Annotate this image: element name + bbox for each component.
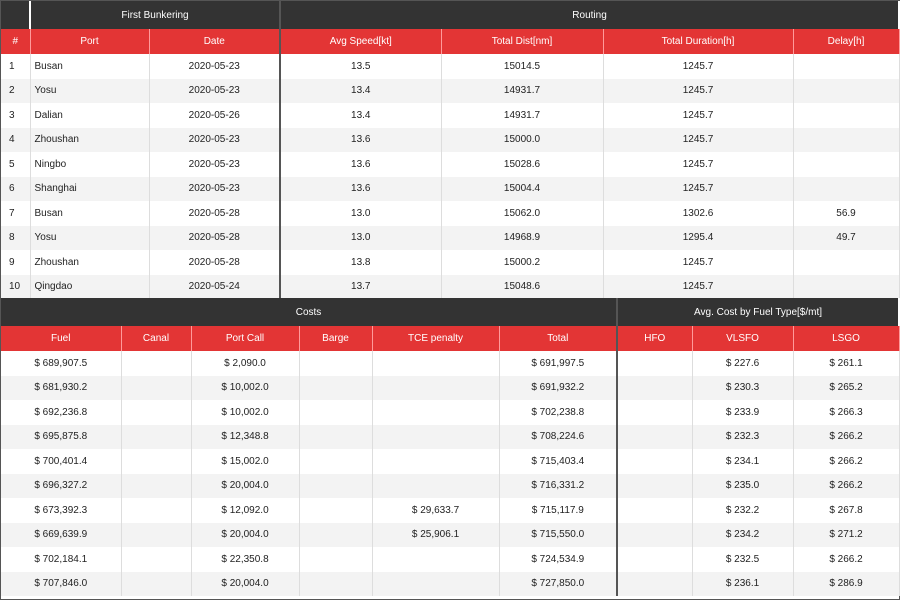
costs-table bbox=[1, 298, 900, 596]
cell-canal bbox=[121, 400, 191, 425]
cell-date: 2020-05-24 bbox=[149, 275, 280, 300]
cell-total-duration: 1245.7 bbox=[603, 152, 793, 177]
column-header-total-dist: Total Dist[nm] bbox=[441, 29, 603, 54]
cell-fuel: $ 695,875.8 bbox=[1, 425, 121, 450]
cell-barge bbox=[299, 400, 372, 425]
cell-total-dist: 14931.7 bbox=[441, 79, 603, 104]
cell-fuel: $ 689,907.5 bbox=[1, 351, 121, 376]
table-row bbox=[1, 201, 899, 226]
cell-lsgo: $ 266.2 bbox=[793, 547, 899, 572]
cell-lsgo: $ 286.9 bbox=[793, 572, 899, 597]
group-header-first-bunkering: First Bunkering bbox=[30, 1, 280, 29]
table-row bbox=[1, 523, 899, 548]
cell-total-duration: 1245.7 bbox=[603, 54, 793, 79]
table-row bbox=[1, 177, 899, 202]
cell-hfo bbox=[617, 572, 692, 597]
cell-fuel: $ 673,392.3 bbox=[1, 498, 121, 523]
column-header-total: Total bbox=[499, 326, 617, 351]
cell-barge bbox=[299, 376, 372, 401]
cell-fuel: $ 707,846.0 bbox=[1, 572, 121, 597]
cell-hfo bbox=[617, 474, 692, 499]
table-row bbox=[1, 351, 899, 376]
cell-barge bbox=[299, 498, 372, 523]
cell-canal bbox=[121, 498, 191, 523]
cell-date: 2020-05-23 bbox=[149, 152, 280, 177]
cell-date: 2020-05-28 bbox=[149, 201, 280, 226]
cell-avg-speed: 13.8 bbox=[280, 250, 441, 275]
cell-hfo bbox=[617, 376, 692, 401]
column-header-avg-speed: Avg Speed[kt] bbox=[280, 29, 441, 54]
cell-total: $ 715,117.9 bbox=[499, 498, 617, 523]
cell-port-call: $ 12,348.8 bbox=[191, 425, 299, 450]
cell-lsgo: $ 266.3 bbox=[793, 400, 899, 425]
cell-total-dist: 14968.9 bbox=[441, 226, 603, 251]
cell-port: Zhoushan bbox=[30, 128, 149, 153]
cell-total: $ 691,997.5 bbox=[499, 351, 617, 376]
cell-canal bbox=[121, 425, 191, 450]
cell-vlsfo: $ 236.1 bbox=[692, 572, 793, 597]
cell-date: 2020-05-23 bbox=[149, 54, 280, 79]
table-row bbox=[1, 54, 899, 79]
cell-hfo bbox=[617, 449, 692, 474]
cell-canal bbox=[121, 474, 191, 499]
cell-port-call: $ 15,002.0 bbox=[191, 449, 299, 474]
cell-port: Qingdao bbox=[30, 275, 149, 300]
cell-total-duration: 1245.7 bbox=[603, 79, 793, 104]
cell-tce-penalty bbox=[372, 376, 499, 401]
cell-avg-speed: 13.4 bbox=[280, 103, 441, 128]
cell-port: Ningbo bbox=[30, 152, 149, 177]
table-row bbox=[1, 250, 899, 275]
cell-avg-speed: 13.0 bbox=[280, 201, 441, 226]
column-header-fuel: Fuel bbox=[1, 326, 121, 351]
cell-vlsfo: $ 232.2 bbox=[692, 498, 793, 523]
cell-port: Busan bbox=[30, 54, 149, 79]
cell-lsgo: $ 265.2 bbox=[793, 376, 899, 401]
cell-lsgo: $ 266.2 bbox=[793, 449, 899, 474]
column-header-delay: Delay[h] bbox=[793, 29, 899, 54]
group-header-avg-cost: Avg. Cost by Fuel Type[$/mt] bbox=[617, 298, 899, 326]
cell-num: 4 bbox=[1, 128, 30, 153]
cell-hfo bbox=[617, 425, 692, 450]
table-row bbox=[1, 226, 899, 251]
cell-delay bbox=[793, 128, 899, 153]
cell-fuel: $ 681,930.2 bbox=[1, 376, 121, 401]
cell-port: Busan bbox=[30, 201, 149, 226]
cell-hfo bbox=[617, 547, 692, 572]
cell-delay: 56.9 bbox=[793, 201, 899, 226]
cell-num: 6 bbox=[1, 177, 30, 202]
cell-total-dist: 15048.6 bbox=[441, 275, 603, 300]
cell-port: Shanghai bbox=[30, 177, 149, 202]
table-row bbox=[1, 498, 899, 523]
cell-canal bbox=[121, 376, 191, 401]
cell-delay: 49.7 bbox=[793, 226, 899, 251]
cell-tce-penalty bbox=[372, 425, 499, 450]
cell-vlsfo: $ 230.3 bbox=[692, 376, 793, 401]
cell-total-duration: 1295.4 bbox=[603, 226, 793, 251]
group-header-costs: Costs bbox=[1, 298, 617, 326]
cell-total: $ 727,850.0 bbox=[499, 572, 617, 597]
cell-hfo bbox=[617, 498, 692, 523]
cell-total: $ 716,331.2 bbox=[499, 474, 617, 499]
column-header-port-call: Port Call bbox=[191, 326, 299, 351]
cell-total-dist: 15000.2 bbox=[441, 250, 603, 275]
cell-tce-penalty bbox=[372, 474, 499, 499]
cell-date: 2020-05-28 bbox=[149, 250, 280, 275]
cell-port-call: $ 12,092.0 bbox=[191, 498, 299, 523]
column-header-total-duration: Total Duration[h] bbox=[603, 29, 793, 54]
cell-vlsfo: $ 234.2 bbox=[692, 523, 793, 548]
cell-date: 2020-05-26 bbox=[149, 103, 280, 128]
cell-barge bbox=[299, 523, 372, 548]
cell-canal bbox=[121, 449, 191, 474]
cell-avg-speed: 13.7 bbox=[280, 275, 441, 300]
table-row bbox=[1, 572, 899, 597]
cell-total: $ 715,403.4 bbox=[499, 449, 617, 474]
cell-delay bbox=[793, 275, 899, 300]
cell-num: 2 bbox=[1, 79, 30, 104]
table-row bbox=[1, 275, 899, 300]
group-header-routing: Routing bbox=[280, 1, 899, 29]
cell-avg-speed: 13.6 bbox=[280, 128, 441, 153]
cell-total-dist: 15062.0 bbox=[441, 201, 603, 226]
cell-hfo bbox=[617, 400, 692, 425]
column-header-port: Port bbox=[30, 29, 149, 54]
table-row bbox=[1, 425, 899, 450]
cell-avg-speed: 13.6 bbox=[280, 152, 441, 177]
table-row bbox=[1, 400, 899, 425]
cell-total-dist: 15004.4 bbox=[441, 177, 603, 202]
cell-avg-speed: 13.4 bbox=[280, 79, 441, 104]
cell-total: $ 715,550.0 bbox=[499, 523, 617, 548]
cell-port-call: $ 20,004.0 bbox=[191, 474, 299, 499]
cell-date: 2020-05-23 bbox=[149, 177, 280, 202]
cell-total-dist: 15028.6 bbox=[441, 152, 603, 177]
column-header-canal: Canal bbox=[121, 326, 191, 351]
cell-canal bbox=[121, 572, 191, 597]
cell-port: Yosu bbox=[30, 79, 149, 104]
cell-total-duration: 1245.7 bbox=[603, 103, 793, 128]
cell-port-call: $ 10,002.0 bbox=[191, 376, 299, 401]
cell-num: 9 bbox=[1, 250, 30, 275]
cell-port-call: $ 20,004.0 bbox=[191, 572, 299, 597]
cell-port-call: $ 10,002.0 bbox=[191, 400, 299, 425]
cell-lsgo: $ 266.2 bbox=[793, 425, 899, 450]
cell-hfo bbox=[617, 351, 692, 376]
table-row bbox=[1, 449, 899, 474]
cell-fuel: $ 702,184.1 bbox=[1, 547, 121, 572]
cell-port: Dalian bbox=[30, 103, 149, 128]
cell-total: $ 724,534.9 bbox=[499, 547, 617, 572]
cell-num: 8 bbox=[1, 226, 30, 251]
cell-barge bbox=[299, 449, 372, 474]
cell-port: Yosu bbox=[30, 226, 149, 251]
cell-tce-penalty bbox=[372, 572, 499, 597]
cell-vlsfo: $ 233.9 bbox=[692, 400, 793, 425]
cell-avg-speed: 13.0 bbox=[280, 226, 441, 251]
cell-total-duration: 1245.7 bbox=[603, 177, 793, 202]
cell-delay bbox=[793, 54, 899, 79]
cell-lsgo: $ 267.8 bbox=[793, 498, 899, 523]
cell-delay bbox=[793, 250, 899, 275]
cell-tce-penalty bbox=[372, 449, 499, 474]
cell-lsgo: $ 271.2 bbox=[793, 523, 899, 548]
cell-total: $ 708,224.6 bbox=[499, 425, 617, 450]
cell-total-dist: 15014.5 bbox=[441, 54, 603, 79]
cell-delay bbox=[793, 152, 899, 177]
cell-tce-penalty: $ 29,633.7 bbox=[372, 498, 499, 523]
bunkering-routing-table bbox=[1, 1, 900, 299]
cell-total: $ 691,932.2 bbox=[499, 376, 617, 401]
cell-barge bbox=[299, 351, 372, 376]
cell-date: 2020-05-28 bbox=[149, 226, 280, 251]
cell-vlsfo: $ 234.1 bbox=[692, 449, 793, 474]
cell-avg-speed: 13.5 bbox=[280, 54, 441, 79]
cell-delay bbox=[793, 79, 899, 104]
cell-num: 3 bbox=[1, 103, 30, 128]
cell-num: 5 bbox=[1, 152, 30, 177]
cell-tce-penalty bbox=[372, 400, 499, 425]
group-header-blank bbox=[1, 1, 30, 29]
table-row bbox=[1, 547, 899, 572]
cell-total-duration: 1302.6 bbox=[603, 201, 793, 226]
table-row bbox=[1, 103, 899, 128]
cell-vlsfo: $ 232.5 bbox=[692, 547, 793, 572]
cell-vlsfo: $ 235.0 bbox=[692, 474, 793, 499]
cell-num: 10 bbox=[1, 275, 30, 300]
cell-delay bbox=[793, 177, 899, 202]
cell-date: 2020-05-23 bbox=[149, 128, 280, 153]
cell-num: 7 bbox=[1, 201, 30, 226]
cell-port-call: $ 20,004.0 bbox=[191, 523, 299, 548]
cell-fuel: $ 696,327.2 bbox=[1, 474, 121, 499]
cell-fuel: $ 692,236.8 bbox=[1, 400, 121, 425]
cell-total-dist: 15000.0 bbox=[441, 128, 603, 153]
cell-date: 2020-05-23 bbox=[149, 79, 280, 104]
cell-total-duration: 1245.7 bbox=[603, 128, 793, 153]
cell-barge bbox=[299, 547, 372, 572]
cell-total-duration: 1245.7 bbox=[603, 250, 793, 275]
cell-delay bbox=[793, 103, 899, 128]
cell-port-call: $ 2,090.0 bbox=[191, 351, 299, 376]
table-row bbox=[1, 128, 899, 153]
cell-lsgo: $ 261.1 bbox=[793, 351, 899, 376]
table-row bbox=[1, 79, 899, 104]
column-header-lsgo: LSGO bbox=[793, 326, 899, 351]
table-row bbox=[1, 152, 899, 177]
cell-total-dist: 14931.7 bbox=[441, 103, 603, 128]
cell-fuel: $ 700,401.4 bbox=[1, 449, 121, 474]
cell-avg-speed: 13.6 bbox=[280, 177, 441, 202]
cell-canal bbox=[121, 547, 191, 572]
cell-total: $ 702,238.8 bbox=[499, 400, 617, 425]
cell-fuel: $ 669,639.9 bbox=[1, 523, 121, 548]
column-header-tce-penalty: TCE penalty bbox=[372, 326, 499, 351]
cell-vlsfo: $ 232.3 bbox=[692, 425, 793, 450]
cell-port: Zhoushan bbox=[30, 250, 149, 275]
table-row bbox=[1, 376, 899, 401]
cell-vlsfo: $ 227.6 bbox=[692, 351, 793, 376]
table-row bbox=[1, 474, 899, 499]
column-header-hfo: HFO bbox=[617, 326, 692, 351]
cell-barge bbox=[299, 572, 372, 597]
cell-lsgo: $ 266.2 bbox=[793, 474, 899, 499]
cell-tce-penalty: $ 25,906.1 bbox=[372, 523, 499, 548]
cell-num: 1 bbox=[1, 54, 30, 79]
cell-tce-penalty bbox=[372, 547, 499, 572]
column-header-vlsfo: VLSFO bbox=[692, 326, 793, 351]
cell-barge bbox=[299, 474, 372, 499]
cell-total-duration: 1245.7 bbox=[603, 275, 793, 300]
column-header-num: # bbox=[1, 29, 30, 54]
column-header-barge: Barge bbox=[299, 326, 372, 351]
cell-tce-penalty bbox=[372, 351, 499, 376]
cell-hfo bbox=[617, 523, 692, 548]
column-header-date: Date bbox=[149, 29, 280, 54]
cell-barge bbox=[299, 425, 372, 450]
cell-port-call: $ 22,350.8 bbox=[191, 547, 299, 572]
cell-canal bbox=[121, 523, 191, 548]
cell-canal bbox=[121, 351, 191, 376]
